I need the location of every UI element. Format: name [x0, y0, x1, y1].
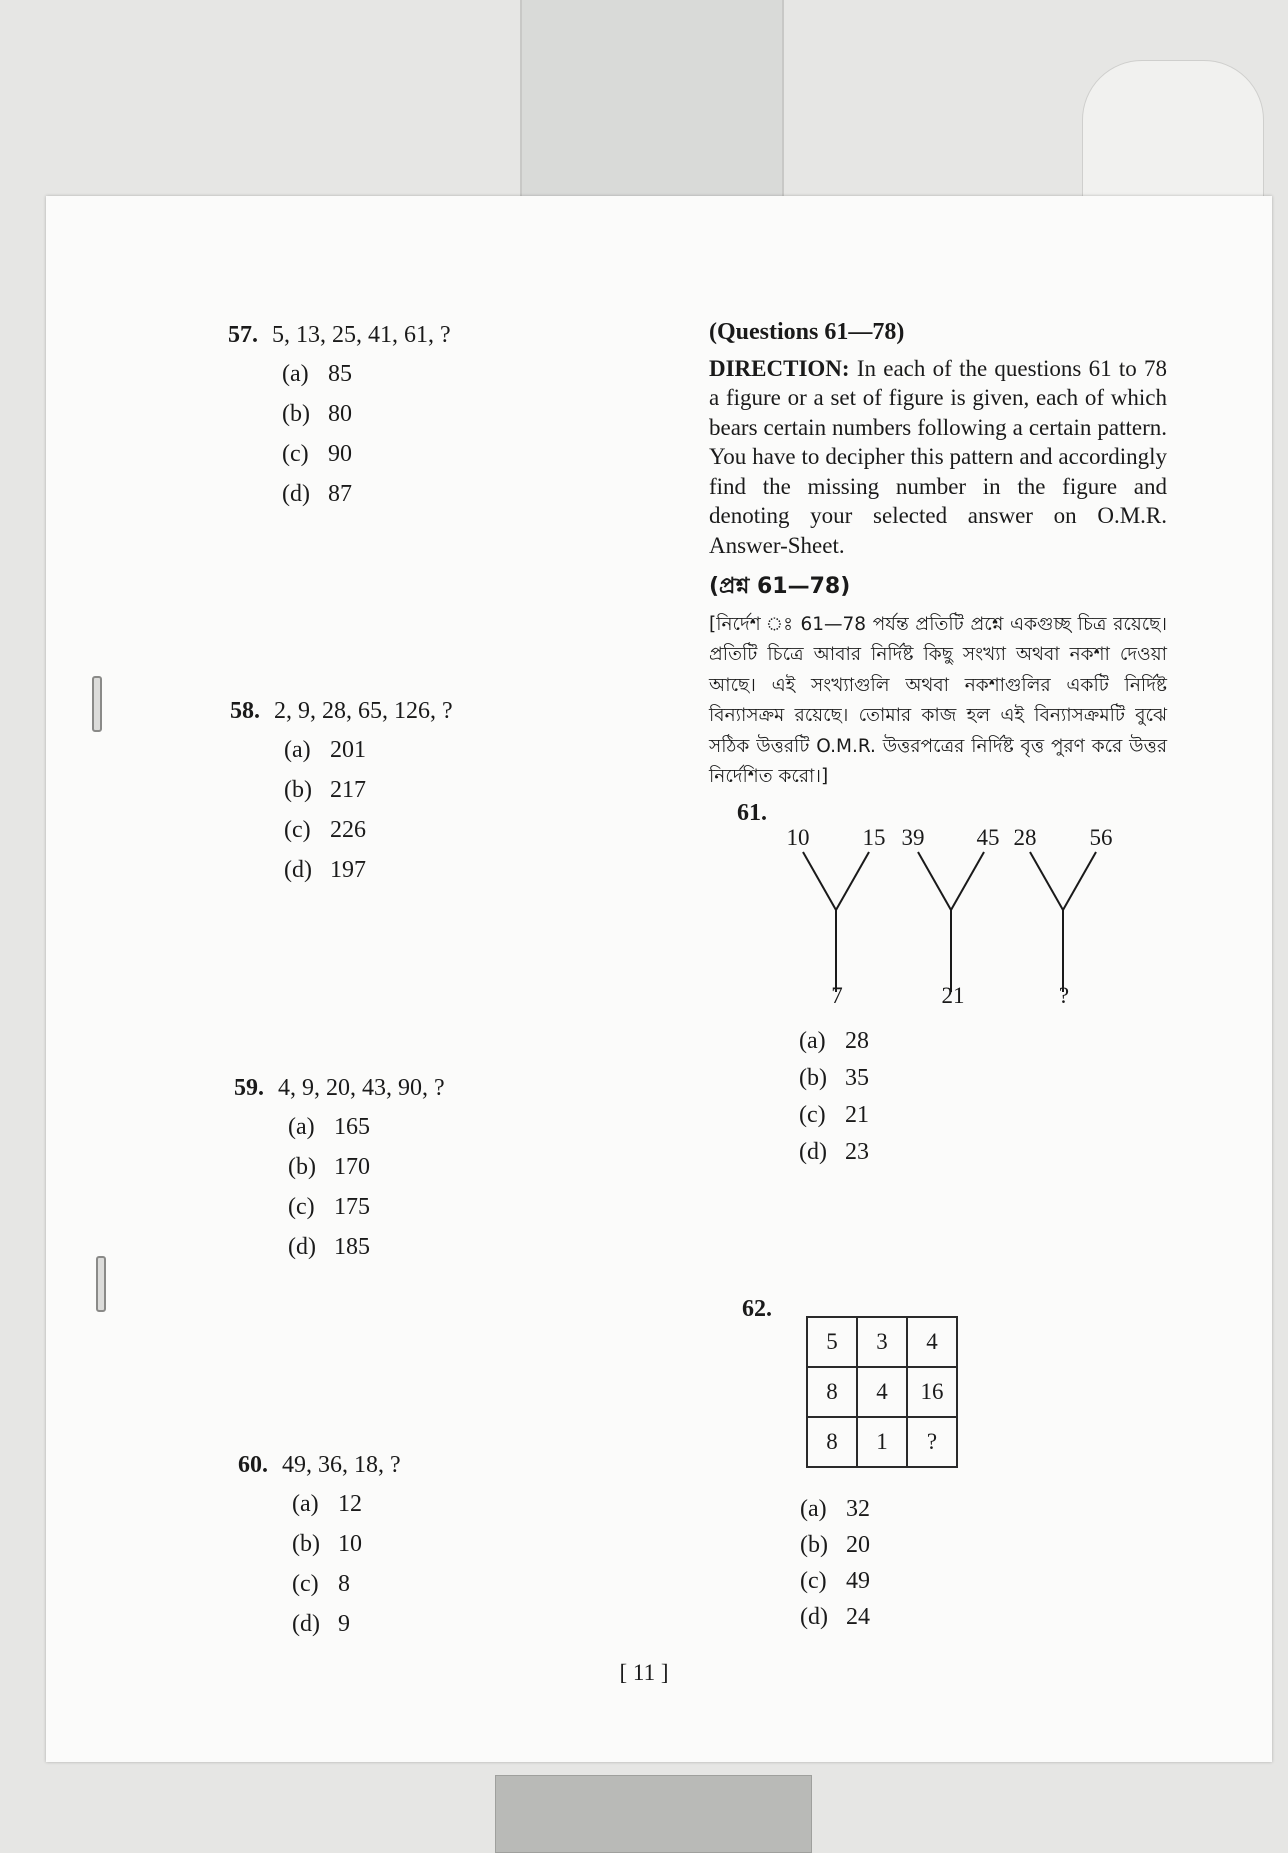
option-d[interactable]: (d) 9: [292, 1611, 350, 1637]
binder-clip: [1082, 60, 1264, 202]
question-58: [230, 698, 453, 897]
question-sequence: 4, 9, 20, 43, 90, ?: [278, 1075, 445, 1101]
figure-2-bottom: 21: [941, 983, 965, 1008]
option-b[interactable]: (b) 35: [799, 1065, 869, 1091]
question-number: 59.: [234, 1075, 264, 1101]
question-59: [234, 1075, 445, 1274]
figure-2-right: 45: [976, 825, 1000, 850]
number-grid: [806, 1316, 958, 1468]
question-sequence: 5, 13, 25, 41, 61, ?: [272, 322, 451, 348]
scanner-bottom-tab: [495, 1775, 812, 1853]
option-d[interactable]: (d) 87: [282, 481, 352, 507]
y-arm: [1030, 852, 1063, 910]
y-arm: [951, 852, 984, 910]
option-d[interactable]: (d) 185: [288, 1234, 370, 1260]
page-number: [ 11 ]: [619, 1660, 669, 1685]
question-sequence: 2, 9, 28, 65, 126, ?: [274, 698, 453, 724]
question-number: 60.: [238, 1452, 268, 1478]
question-60: [238, 1452, 401, 1651]
question-number: 61.: [737, 800, 767, 826]
staple: [96, 1256, 106, 1312]
figure-1-left: 10: [786, 825, 810, 850]
direction-title-bengali: (প্রশ্ন 61—78): [709, 574, 851, 599]
option-c[interactable]: (c) 90: [282, 441, 352, 467]
option-c[interactable]: (c) 226: [284, 817, 366, 843]
option-b[interactable]: (b) 10: [292, 1531, 362, 1557]
grid-cell: 1: [857, 1417, 907, 1467]
figure-3-left: 28: [1013, 825, 1037, 850]
option-a[interactable]: (a) 12: [292, 1491, 362, 1517]
question-sequence: 49, 36, 18, ?: [282, 1452, 401, 1478]
option-b[interactable]: (b) 80: [282, 401, 352, 427]
option-b[interactable]: (b) 170: [288, 1154, 370, 1180]
option-a[interactable]: (a) 165: [288, 1114, 370, 1140]
option-b[interactable]: (b) 20: [800, 1532, 870, 1558]
option-a[interactable]: (a) 201: [284, 737, 366, 763]
question-62: [742, 1296, 1142, 1630]
option-a[interactable]: (a) 85: [282, 361, 352, 387]
figure-3-bottom: ?: [1058, 983, 1070, 1008]
y-arm: [918, 852, 951, 910]
option-d[interactable]: (d) 197: [284, 857, 366, 883]
question-number: 62.: [742, 1296, 772, 1322]
option-d[interactable]: (d) 23: [799, 1139, 869, 1165]
direction-text: DIRECTION: In each of the questions 61 to 78 a figure or a set of figure is given, each of which bears certain numbers following a certain pattern. You have to decipher this pattern and accordingly find the missing number in the figure and denoting your selected answer on O.M.R. Answer-Sheet.: [709, 355, 1167, 558]
option-b[interactable]: (b) 217: [284, 777, 366, 803]
figure-1-right: 15: [862, 825, 886, 850]
figure-2-left: 39: [901, 825, 925, 850]
direction-text-bengali: [নির্দেশ ঃ 61—78 পর্যন্ত প্রতিটি প্রশ্নে একগুচ্ছ চিত্র রয়েছে। প্রতিটি চিত্রে আবার নির্দিষ্ট কিছু সংখ্যা অথবা নকশা দেওয়া আছে। এই সংখ্যাগুলি অথবা নকশাগুলির একটি নির্দিষ্ট বিন্যাসক্রম রয়েছে। তোমার কাজ হল এই বিন্যাসক্রমটি বুঝে সঠিক উত্তরটি O.M.R. উত্তরপত্রের নির্দিষ্ট বৃত্ত পুরণ করে উত্তর নির্দেশিত করো।]: [709, 613, 1167, 787]
question-61: [737, 800, 1157, 1220]
y-arm: [803, 852, 836, 910]
grid-cell: ?: [907, 1417, 957, 1467]
grid-cell: 4: [907, 1317, 957, 1367]
figure-1-bottom: 7: [831, 983, 843, 1008]
y-arm: [1063, 852, 1096, 910]
grid-cell: 16: [907, 1367, 957, 1417]
grid-cell: 8: [807, 1367, 857, 1417]
question-57: [228, 322, 451, 521]
option-c[interactable]: (c) 49: [800, 1568, 870, 1594]
scanner-top-tab: [520, 0, 784, 200]
staple: [92, 676, 102, 732]
question-number: 58.: [230, 698, 260, 724]
y-figure-diagram: [737, 800, 1157, 1020]
direction-title: (Questions 61—78): [709, 319, 905, 345]
question-number: 57.: [228, 322, 258, 348]
option-d[interactable]: (d) 24: [800, 1604, 870, 1630]
grid-cell: 8: [807, 1417, 857, 1467]
option-a[interactable]: (a) 28: [799, 1028, 869, 1054]
grid-cell: 3: [857, 1317, 907, 1367]
grid-cell: 4: [857, 1367, 907, 1417]
direction-block: [709, 318, 1167, 793]
grid-cell: 5: [807, 1317, 857, 1367]
option-a[interactable]: (a) 32: [800, 1496, 870, 1522]
option-c[interactable]: (c) 21: [799, 1102, 869, 1128]
option-c[interactable]: (c) 8: [292, 1571, 350, 1597]
option-c[interactable]: (c) 175: [288, 1194, 370, 1220]
figure-3-right: 56: [1089, 825, 1113, 850]
y-arm: [836, 852, 869, 910]
